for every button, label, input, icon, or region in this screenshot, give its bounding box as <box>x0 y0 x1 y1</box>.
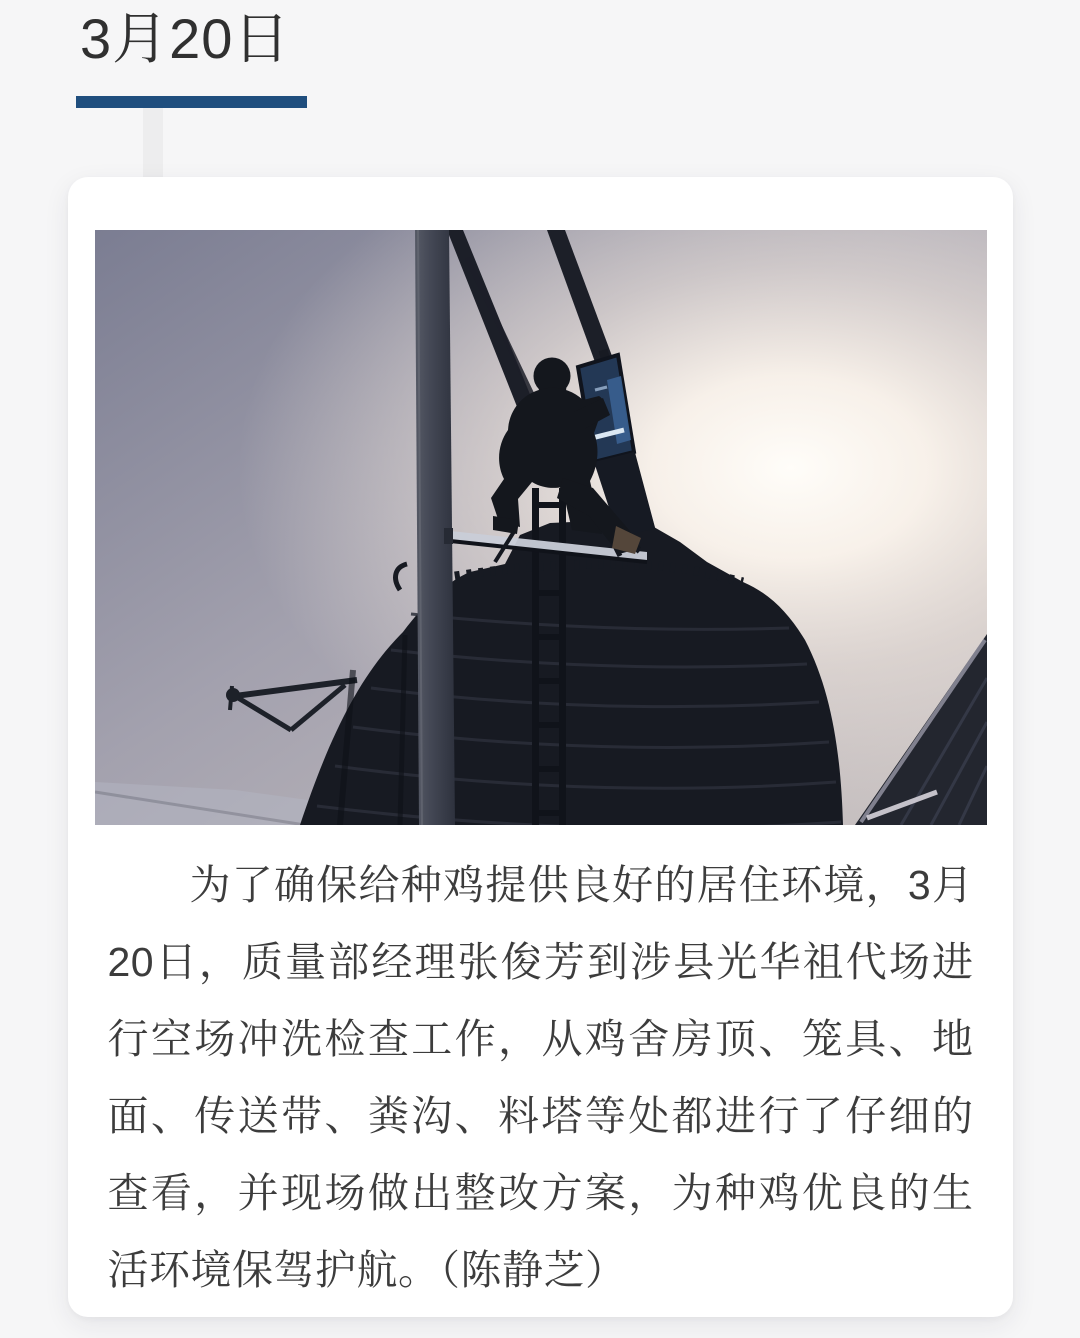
date-heading: 3月20日 <box>80 7 291 70</box>
article-body-text: 为了确保给种鸡提供良好的居住环境，3月20日，质量部经理张俊芳到涉县光华祖代场进行空场冲洗检查工作，从鸡舍房顶、笼具、地面、传送带、粪沟、料塔等处都进行了仔细的查看，并现场做出整改方案，为种鸡优良的生活环境保驾护航。（陈静芝） <box>107 862 974 1293</box>
silo-photo-scene <box>95 230 987 825</box>
foreground-pole <box>415 230 455 825</box>
article-photo[interactable] <box>95 230 987 825</box>
date-underline <box>76 96 307 108</box>
timeline-connector <box>143 108 163 178</box>
article-card <box>68 177 1013 1317</box>
